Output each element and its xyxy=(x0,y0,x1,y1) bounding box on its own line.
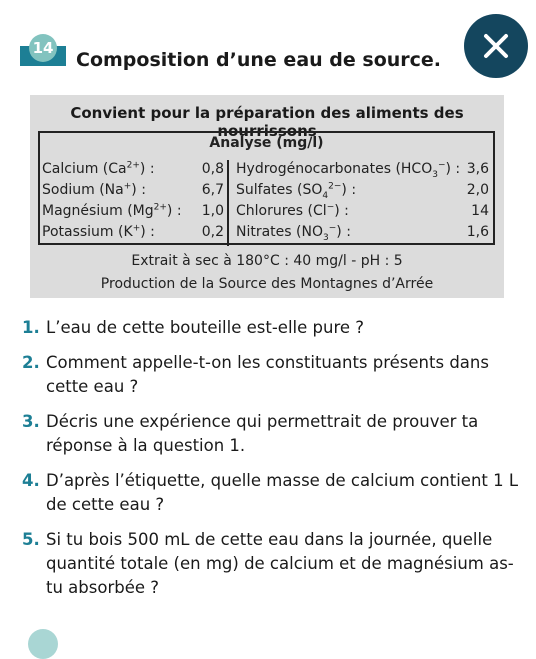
ion-name: Sulfates xyxy=(236,182,293,198)
source-origin: Production de la Source des Montagnes d’Arrée xyxy=(100,276,434,292)
exercise-number-badge xyxy=(20,34,66,64)
ion-formula: (Na+) : xyxy=(99,181,146,198)
cations-column xyxy=(40,159,226,243)
question-number: 4. xyxy=(22,471,40,490)
ion-formula: $(HCO_3^-)$ : xyxy=(395,160,461,180)
ion-value: 0,8 xyxy=(201,161,224,177)
ion-value: 1,6 xyxy=(466,224,489,240)
question-text: D’après l’étiquette, quelle masse de calcium contient 1 L de cette eau ? xyxy=(46,471,519,514)
next-exercise-badge-partial xyxy=(28,629,58,659)
ion-value: 0,2 xyxy=(201,224,224,240)
ion-name: Hydrogénocarbonates xyxy=(236,161,391,177)
analysis-title: Analyse (mg/l) xyxy=(209,135,324,151)
ion-name: Calcium xyxy=(42,161,99,177)
question-number: 1. xyxy=(22,318,40,337)
ion-value: 1,0 xyxy=(201,203,224,219)
question-item xyxy=(22,351,522,399)
ion-value: 6,7 xyxy=(201,182,224,198)
cation-row xyxy=(40,159,226,180)
water-label xyxy=(30,95,504,298)
question-item xyxy=(22,316,522,340)
ion-formula: $(NO_3^-)$ : xyxy=(296,223,351,243)
ion-value: 14 xyxy=(471,203,489,219)
question-number: 3. xyxy=(22,412,40,431)
anion-row xyxy=(234,201,489,222)
ion-name: Nitrates xyxy=(236,224,292,240)
ion-name: Sodium xyxy=(42,182,95,198)
cation-row xyxy=(40,201,226,222)
question-text: Décris une expérience qui permettrait de prouver ta réponse à la question 1. xyxy=(46,412,479,455)
question-item xyxy=(22,469,522,517)
ion-formula: $(SO_4^{2-})$ : xyxy=(297,181,357,201)
question-text: Si tu bois 500 mL de cette eau dans la journée, quelle quantité totale (en mg) de calcium et de magnésium as-tu absorbée ? xyxy=(46,530,514,597)
question-text: Comment appelle-t-on les constituants présents dans cette eau ? xyxy=(46,353,489,396)
ion-value: 3,6 xyxy=(466,161,489,177)
question-number: 2. xyxy=(22,353,40,372)
anions-column xyxy=(234,159,489,243)
ion-formula: (Cl−) : xyxy=(307,202,349,219)
ion-name: Magnésium xyxy=(42,203,123,219)
cation-row xyxy=(40,180,226,201)
exercise-title: Composition d’une eau de source. xyxy=(76,49,442,71)
cation-row xyxy=(40,222,226,243)
question-list xyxy=(22,316,522,611)
question-item xyxy=(22,410,522,458)
column-divider xyxy=(227,160,229,246)
analysis-table xyxy=(38,131,495,245)
ion-formula: $(Mg^{2+})$ : xyxy=(127,202,182,219)
label-heading: Convient pour la préparation des aliments des nourrissons xyxy=(70,104,464,140)
anion-row xyxy=(234,159,489,180)
dry-extract-ph: Extrait à sec à 180°C : 40 mg/l - pH : 5 xyxy=(131,253,403,269)
question-text: L’eau de cette bouteille est-elle pure ? xyxy=(46,318,365,337)
ion-name: Potassium xyxy=(42,224,114,240)
ion-formula: $(Ca^{2+})$ : xyxy=(102,160,155,177)
close-button[interactable] xyxy=(464,14,528,78)
ion-name: Chlorures xyxy=(236,203,304,219)
ion-value: 2,0 xyxy=(466,182,489,198)
anion-row xyxy=(234,180,489,201)
exercise-number: 14 xyxy=(29,34,57,62)
question-number: 5. xyxy=(22,530,40,549)
close-x-icon xyxy=(481,31,511,61)
anion-row xyxy=(234,222,489,243)
question-item xyxy=(22,528,522,600)
ion-formula: (K+) : xyxy=(118,223,155,240)
